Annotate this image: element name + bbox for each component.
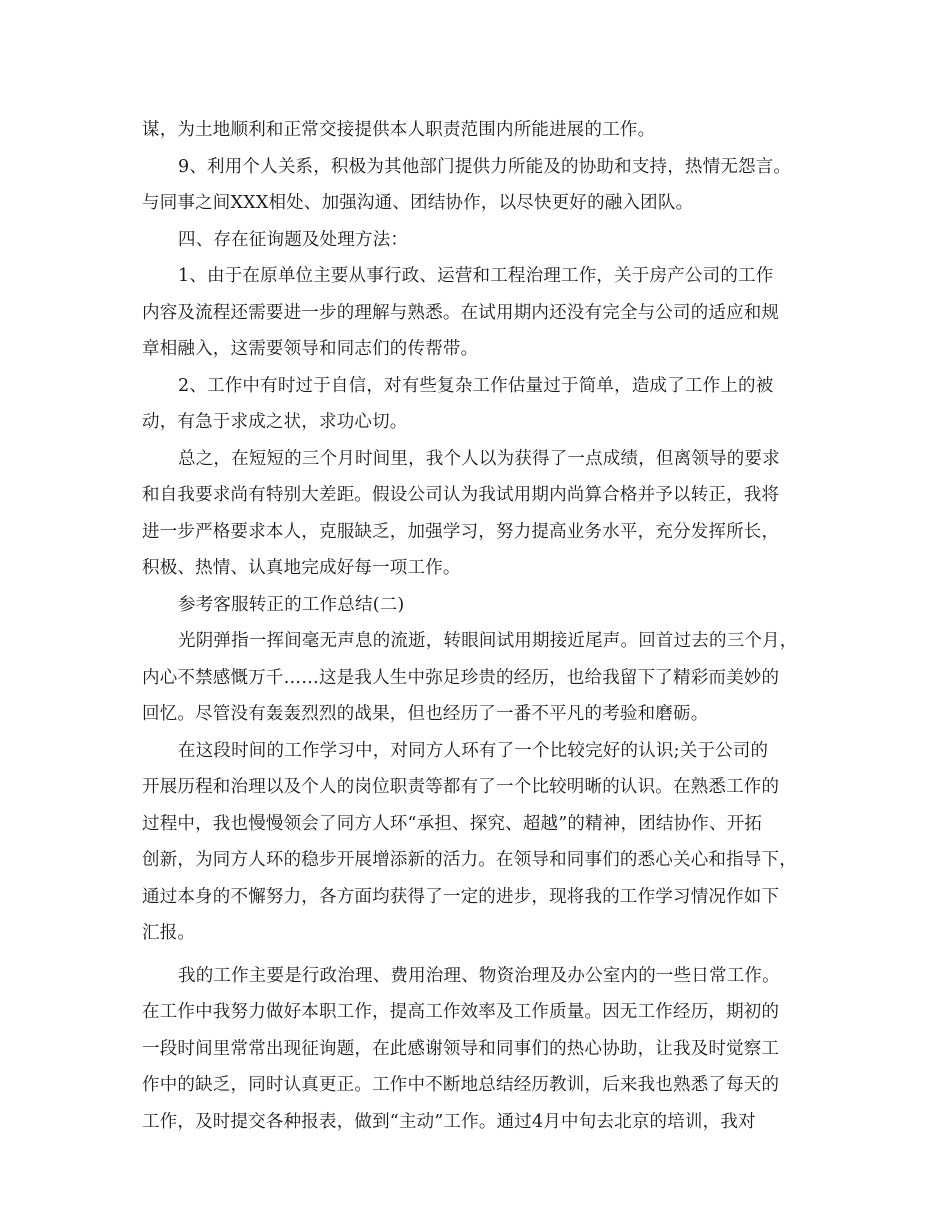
text-line: 回忆。尽管没有轰轰烈烈的战果，但也经历了一番不平凡的考验和磨砺。 — [142, 704, 709, 724]
text-line: 谋，为土地顺利和正常交接提供本人职责范围内所能进展的工作。 — [142, 120, 656, 140]
text-line: 在这段时间的工作学习中，对同方人环有了一个比较完好的认识;关于公司的 — [178, 740, 769, 761]
text-line: 过程中，我也慢慢领会了同方人环“承担、探究、超越”的精神，团结协作、开拓 — [142, 813, 763, 834]
section-heading: 参考客服转正的工作总结(二) — [178, 594, 405, 615]
text-line: 2、工作中有时过于自信，对有些复杂工作估量过于简单，造成了工作上的被 — [178, 375, 774, 396]
text-line: 1、由于在原单位主要从事行政、运营和工程治理工作，关于房产公司的工作 — [178, 266, 774, 286]
text-line: 通过本身的不懈努力，各方面均获得了一定的进步，现将我的工作学习情况作如下 — [142, 886, 780, 907]
text-line: 创新，为同方人环的稳步开展增添新的活力。在领导和同事们的悉心关心和指导下， — [142, 850, 797, 870]
text-line: 动，有急于求成之状，求功心切。 — [142, 412, 408, 432]
text-line: 在工作中我努力做好本职工作，提高工作效率及工作质量。因无工作经历，期初的 — [142, 1002, 780, 1022]
text-line: 光阴弹指一挥间毫无声息的流逝，转眼间试用期接近尾声。回首过去的三个月， — [178, 631, 798, 651]
text-line: 进一步严格要求本人，克服缺乏，加强学习，努力提高业务水平，充分发挥所长， — [142, 521, 780, 542]
text-line: 汇报。 — [142, 923, 196, 943]
text-line: 开展历程和治理以及个人的岗位职责等都有了一个比较明晰的认识。在熟悉工作的 — [142, 777, 780, 797]
text-line: 和自我要求尚有特别大差距。假设公司认为我试用期内尚算合格并予以转正，我将 — [142, 485, 780, 505]
text-line: 总之，在短短的三个月时间里，我个人以为获得了一点成绩，但离领导的要求 — [178, 448, 780, 469]
text-line: 一段时间里常常出现征询题，在此感谢领导和同事们的热心协助，让我及时觉察工 — [142, 1038, 780, 1059]
text-line: 9、利用个人关系，积极为其他部门提供力所能及的协助和支持，热情无怨言。 — [178, 156, 792, 177]
text-line: 章相融入，这需要领导和同志们的传帮带。 — [142, 339, 479, 359]
text-line: 我的工作主要是行政治理、费用治理、物资治理及办公室内的一些日常工作。 — [178, 965, 780, 986]
text-line: 作中的缺乏，同时认真更正。工作中不断地总结经历教训，后来我也熟悉了每天的 — [142, 1075, 780, 1095]
text-line: 内容及流程还需要进一步的理解与熟悉。在试用期内还没有完全与公司的适应和规 — [142, 302, 780, 323]
text-line: 与同事之间XXX相处、加强沟通、团结协作，以尽快更好的融入团队。 — [142, 193, 694, 213]
text-line: 内心不禁感慨万千……这是我人生中弥足珍贵的经历，也给我留下了精彩而美妙的 — [142, 667, 780, 688]
text-line: 积极、热情、认真地完成好每一项工作。 — [142, 558, 461, 578]
section-heading: 四、存在征询题及处理方法： — [178, 229, 409, 250]
document-body — [142, 112, 832, 1140]
text-line: 工作，及时提交各种报表，做到“主动”工作。通过4月中旬去北京的培训，我对 — [142, 1111, 756, 1132]
